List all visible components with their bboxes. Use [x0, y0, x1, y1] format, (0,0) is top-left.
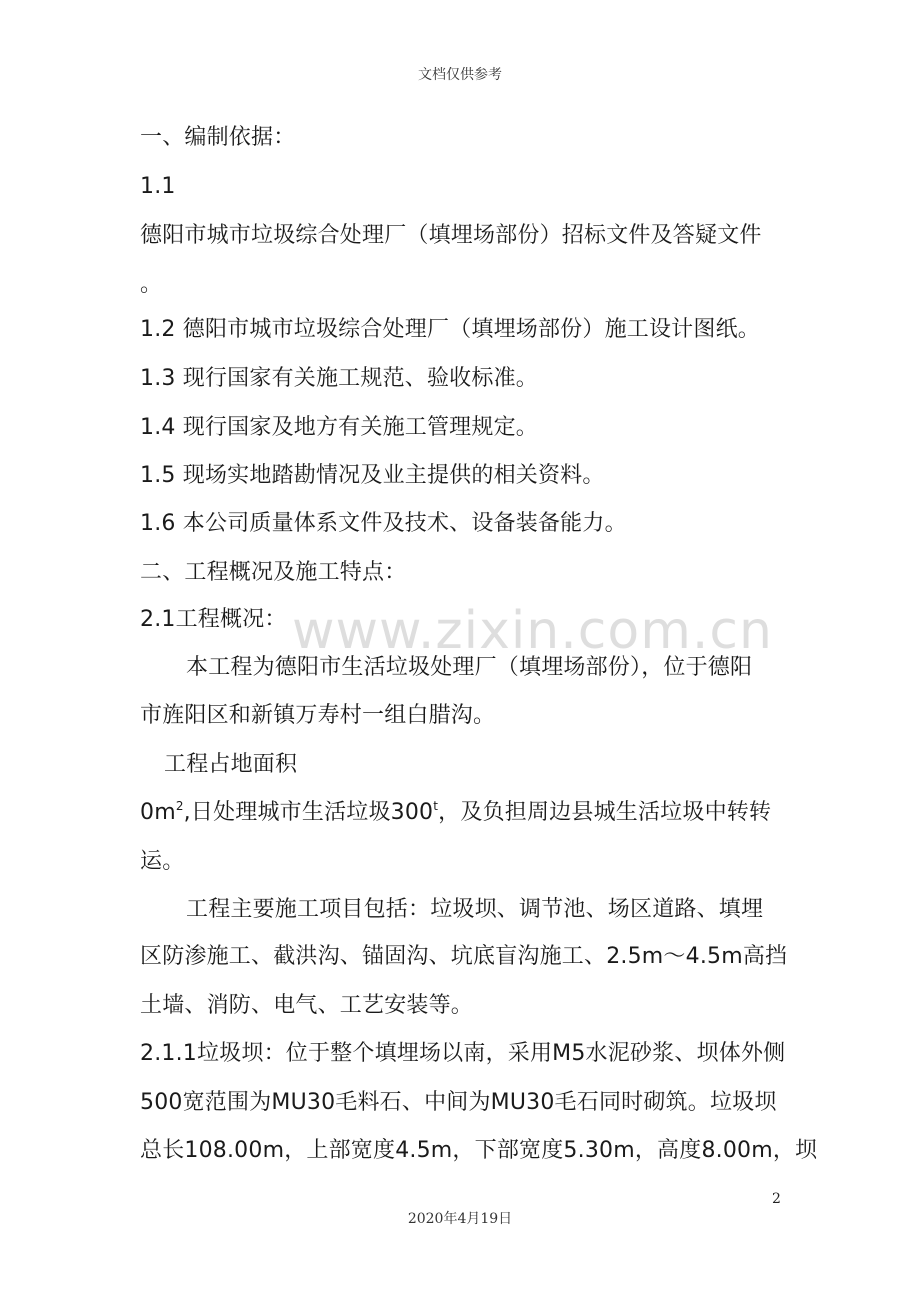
- paragraph-line: 1.3 现行国家有关施工规范、验收标准。: [140, 366, 538, 391]
- superscript: 2: [175, 799, 184, 813]
- page-number: 2: [772, 1191, 781, 1207]
- paragraph-line: 1.6 本公司质量体系文件及技术、设备装备能力。: [140, 511, 627, 536]
- paragraph-line: 市旌阳区和新镇万寿村一组白腊沟。: [140, 703, 496, 728]
- paragraph-line: 土墙、消防、电气、工艺安装等。: [140, 993, 474, 1018]
- watermark: www.zixin.com.cn: [292, 601, 773, 661]
- paragraph-line: 运。: [140, 849, 185, 874]
- paragraph-line: [140, 798, 771, 828]
- paragraph-line: 1.4 现行国家及地方有关施工管理规定。: [140, 415, 538, 440]
- page-header: 文档仅供参考: [418, 67, 502, 83]
- text-run: ，及负担周边县城生活垃圾中转转: [438, 800, 772, 825]
- subsection-heading: 2.1工程概况：: [140, 607, 287, 632]
- paragraph-line: 1.1: [140, 174, 176, 199]
- paragraph-line: 2.1.1垃圾坝：位于整个填埋场以南，采用M5水泥砂浆、坝体外侧: [140, 1041, 786, 1066]
- paragraph-line: 本工程为德阳市生活垃圾处理厂（填埋场部份），位于德阳: [186, 655, 753, 680]
- text-run: ,日处理城市生活垃圾300: [183, 800, 434, 825]
- text-run: 0m: [140, 800, 176, 825]
- paragraph-line: 工程主要施工项目包括：垃圾坝、调节池、场区道路、填埋: [186, 897, 764, 922]
- paragraph-line: 。: [140, 272, 163, 297]
- paragraph-line: 总长108.00m，上部宽度4.5m，下部宽度5.30m，高度8.00m，坝: [140, 1138, 818, 1163]
- paragraph-line: 1.5 现场实地踏勘情况及业主提供的相关资料。: [140, 463, 605, 488]
- paragraph-line: 德阳市城市垃圾综合处理厂（填埋场部份）招标文件及答疑文件: [140, 223, 762, 248]
- superscript: t: [433, 799, 439, 813]
- paragraph-line: 区防渗施工、截洪沟、锚固沟、坑底盲沟施工、2.5m～4.5m高挡: [140, 944, 788, 969]
- paragraph-line: 1.2 德阳市城市垃圾综合处理厂（填埋场部份）施工设计图纸。: [140, 317, 760, 342]
- paragraph-line: 500宽范围为MU30毛料石、中间为MU30毛石同时砌筑。垃圾坝: [140, 1090, 777, 1115]
- page-footer-date: 2020年4月19日: [407, 1211, 513, 1227]
- paragraph-line: 工程占地面积: [164, 752, 298, 777]
- section-heading-1: 一、编制依据：: [140, 125, 296, 150]
- section-heading-2: 二、工程概况及施工特点：: [140, 560, 407, 585]
